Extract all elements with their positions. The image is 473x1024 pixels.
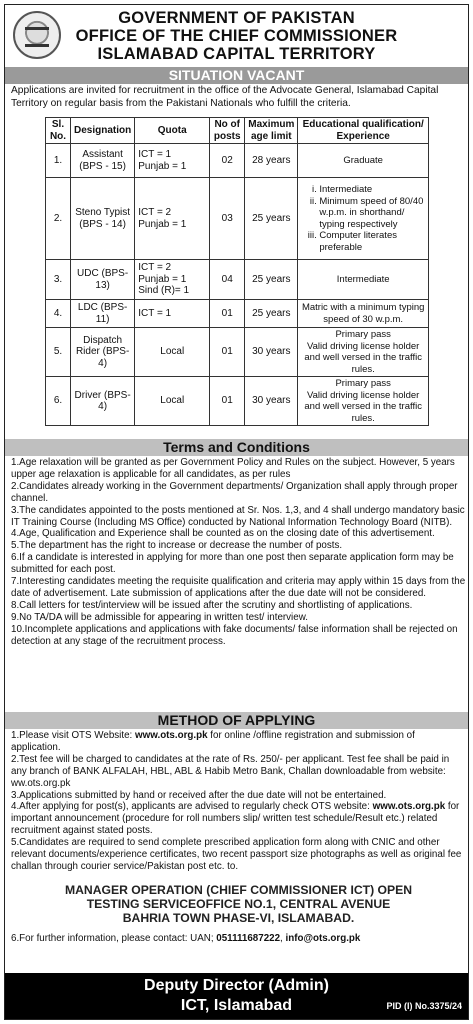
mailing-address [11,883,466,925]
cell-no: 2. [46,178,71,260]
table-row [46,377,429,426]
cell-quota: ICT = 2 Punjab = 1 [135,178,210,260]
cell-education: Intermediate [298,260,429,300]
cell-no: 5. [46,328,71,377]
education-item: iii. Computer literates preferable [319,230,425,253]
cell-no: 1. [46,144,71,178]
col-header-posts: No of posts [210,118,245,144]
cell-no: 6. [46,377,71,426]
cell-designation: Dispatch Rider (BPS- 4) [71,328,135,377]
cell-designation: Steno Typist (BPS - 14) [71,178,135,260]
terms-item: 2.Candidates already working in the Government departments/ Organization shall apply through proper channel. [11,480,458,504]
advertisement-page [4,4,469,1020]
cell-posts: 01 [210,377,245,426]
cell-posts: 01 [210,328,245,377]
header-line-3: ISLAMABAD CAPITAL TERRITORY [97,45,376,63]
method-text: 4.After applying for post(s), applicants are advised to regularly check OTS website: [11,801,373,813]
method-text: 3.Applications submitted by hand or received after the due date will not be entertained. [11,789,387,801]
table-row [46,300,429,328]
intro-paragraph: Applications are invited for recruitment in the office of the Advocate General, Islamabad Capital Territory on regular basis from the Pakistani Nationals who fulfill the criteria. [11,85,439,109]
terms-item: 10.Incomplete applications and applications with fake documents/ false information shall be rejected on detection at any stage of the recruitment process. [11,623,458,647]
table-row [46,144,429,178]
method-text: 1.Please visit OTS Website: [11,730,135,741]
uan-number[interactable]: 051111687222 [216,933,281,944]
contact-separator: , [280,933,286,944]
terms-heading: Terms and Conditions [5,439,468,456]
terms-item: 5.The department has the right to increase or decrease the number of posts. [11,540,343,552]
situation-vacant-banner: SITUATION VACANT [5,67,468,84]
terms-item: 3.The candidates appointed to the posts mentioned at Sr. Nos. 1,3, and 4 shall undergo mandatory basic IT Training Course (Including MS Office) conducted by National Information Technology Board (NITB). [11,504,465,528]
cell-age: 28 years [245,144,298,178]
education-item: i. Intermediate [319,184,425,196]
header-line-1: GOVERNMENT OF PAKISTAN [118,9,355,27]
contact-text: 6.For further information, please contact: UAN; [11,933,217,944]
education-list [301,184,425,253]
cell-no: 3. [46,260,71,300]
cell-education: Primary pass Valid driving license holder and well versed in the traffic rules. [298,328,429,377]
method-text: for online /offline registration and submission of application. [11,730,415,753]
cell-education: Primary pass Valid driving license holder and well versed in the traffic rules. [298,377,429,426]
cell-designation: Assistant (BPS - 15) [71,144,135,178]
header-line-2: OFFICE OF THE CHIEF COMMISSIONER [75,27,398,45]
terms-list [11,457,466,648]
col-header-education: Educational qualification/ Experience [298,118,429,144]
address-line-1: MANAGER OPERATION (CHIEF COMMISSIONER ICT) OPEN [64,883,413,897]
method-text: for important announcement (procedure for roll numbers slip/ written test schedule/Result etc.) related recruitment against stated posts. [11,801,460,837]
cell-education [298,178,429,260]
table-row [46,260,429,300]
email-link[interactable]: info@ots.org.pk [285,933,361,944]
cell-designation: UDC (BPS- 13) [71,260,135,300]
method-item [11,837,466,873]
cell-age: 30 years [245,377,298,426]
terms-item: 4.Age, Qualification and Experience shall be counted as on the closing date of this advertisement. [11,528,435,540]
method-text: 5.Candidates are required to send complete prescribed application form along with CNIC and other relevant documents/experience certificates, two recent passport size photographs as well as original fee challan through courier service/Pakistan post etc. to. [11,837,462,872]
address-line-3: BAHRIA TOWN PHASE-VI, ISLAMABAD. [122,911,355,925]
cell-quota: Local [135,328,210,377]
method-item [11,730,466,754]
col-header-sl-no: Sl. No. [46,118,71,144]
cell-no: 4. [46,300,71,328]
terms-item: 6.If a candidate is interested in applying for more than one post then separate application form may be submitted for each post. [11,552,454,576]
cell-designation: Driver (BPS- 4) [71,377,135,426]
education-item: ii. Minimum speed of 80/40 w.p.m. in shorthand/ typing respectively [319,196,425,231]
table-row [46,328,429,377]
pid-number: PID (I) No.3375/24 [386,1001,462,1011]
header [5,5,468,71]
cell-quota: ICT = 1 [135,300,210,328]
col-header-age: Maximum age limit [245,118,298,144]
cell-posts: 03 [210,178,245,260]
cell-quota: ICT = 1 Punjab = 1 [135,144,210,178]
col-header-designation: Designation [71,118,135,144]
cell-quota: Local [135,377,210,426]
contact-line [11,933,466,945]
method-item [11,754,466,790]
footer-title: Deputy Director (Admin) [144,977,329,994]
col-header-quota: Quota [135,118,210,144]
cell-designation: LDC (BPS- 11) [71,300,135,328]
method-heading: METHOD OF APPLYING [5,712,468,729]
method-item [11,801,466,837]
method-item [11,790,466,802]
table-row [46,178,429,260]
method-text: 2.Test fee will be charged to candidates at the rate of Rs. 250/- per applicant. Test fee shall be paid in any branch of BANK ALFALAH, HBL, ABL & Habib Metro Bank, Challan downloadable from website: ww.ots.org.pk [11,753,450,789]
cell-education: Matric with a minimum typing speed of 30 w.p.m. [298,300,429,328]
ots-website-link[interactable]: www.ots.org.pk [134,730,208,741]
cell-posts: 04 [210,260,245,300]
vacancy-table [45,117,429,426]
cell-age: 25 years [245,300,298,328]
cell-education: Graduate [298,144,429,178]
cell-quota: ICT = 2 Punjab = 1 Sind (R)= 1 [135,260,210,300]
cell-age: 25 years [245,178,298,260]
ots-website-link[interactable]: www.ots.org.pk [372,801,446,813]
terms-item: 8.Call letters for test/interview will be issued after the scrutiny and shortlisting of applications. [11,599,413,611]
footer-subtitle: ICT, Islamabad [180,997,293,1014]
cell-age: 25 years [245,260,298,300]
terms-item: 9.No TA/DA will be admissible for appearing in written test/ interview. [11,611,308,623]
cell-age: 30 years [245,328,298,377]
address-line-2: TESTING SERVICEOFFICE NO.1, CENTRAL AVENUE [86,897,391,911]
footer [5,973,468,1019]
terms-item: 7.Interesting candidates meeting the requisite qualification and criteria may apply within 15 days from the date of advertisement. Late submission of applications after the due date will not be considered. [11,576,466,599]
terms-item: 1.Age relaxation will be granted as per Government Policy and Rules on the subject. However, 5 years upper age relaxation is applicable for all candidates, as per rules [11,457,455,480]
cell-posts: 01 [210,300,245,328]
cell-posts: 02 [210,144,245,178]
method-list [11,730,466,873]
table-header-row [46,118,429,144]
